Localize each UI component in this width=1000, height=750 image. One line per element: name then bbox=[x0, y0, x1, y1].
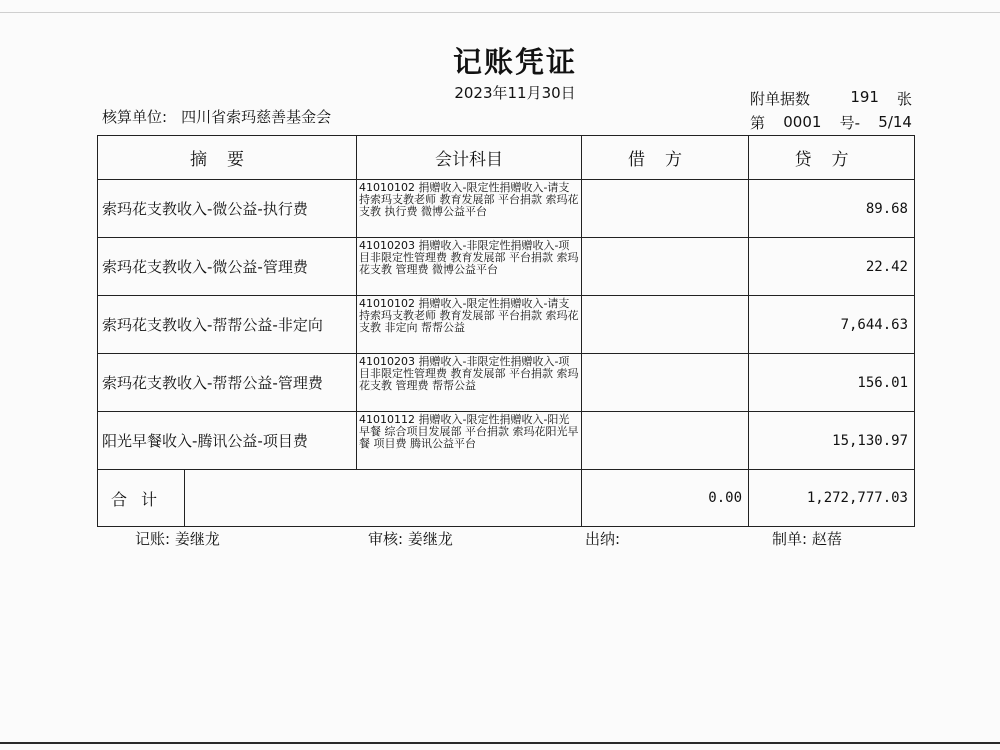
row-summary: 索玛花支教收入-微公益-执行费 bbox=[98, 180, 357, 238]
table-row bbox=[98, 180, 915, 238]
row-credit: 156.01 bbox=[749, 354, 915, 412]
voucher-table bbox=[97, 135, 915, 527]
attachment-count-row bbox=[750, 86, 912, 110]
total-row bbox=[98, 470, 915, 527]
table-row bbox=[98, 354, 915, 412]
row-subject: 41010203 捐赠收入-非限定性捐赠收入-项目非限定性管理费 教育发展部 平台捐款 索玛花支教 管理费 帮帮公益 bbox=[357, 354, 582, 412]
preparer: 制单: 赵蓓 bbox=[772, 530, 842, 548]
row-credit: 22.42 bbox=[749, 238, 915, 296]
row-subject: 41010203 捐赠收入-非限定性捐赠收入-项目非限定性管理费 教育发展部 平台捐款 索玛花支教 管理费 微博公益平台 bbox=[357, 238, 582, 296]
table-header bbox=[98, 136, 915, 180]
row-credit: 89.68 bbox=[749, 180, 915, 238]
total-label-cell bbox=[98, 470, 582, 527]
row-debit bbox=[582, 180, 749, 238]
total-credit: 1,272,777.03 bbox=[749, 470, 915, 527]
row-subject: 41010112 捐赠收入-限定性捐赠收入-阳光早餐 综合项目发展部 平台捐款 索玛花阳光早餐 项目费 腾讯公益平台 bbox=[357, 412, 582, 470]
table-row bbox=[98, 238, 915, 296]
scan-edge-bottom bbox=[0, 742, 1000, 744]
total-label: 合计 bbox=[98, 470, 185, 526]
row-credit: 7,644.63 bbox=[749, 296, 915, 354]
voucher-meta bbox=[750, 86, 912, 134]
row-summary: 索玛花支教收入-帮帮公益-非定向 bbox=[98, 296, 357, 354]
row-summary: 索玛花支教收入-微公益-管理费 bbox=[98, 238, 357, 296]
scan-edge-top bbox=[0, 12, 1000, 13]
voucher-no-suffix: 号- bbox=[839, 113, 861, 132]
voucher-page: 5/14 bbox=[878, 113, 912, 131]
row-debit bbox=[582, 354, 749, 412]
voucher-number-row bbox=[750, 110, 912, 134]
row-summary: 阳光早餐收入-腾讯公益-项目费 bbox=[98, 412, 357, 470]
accounting-unit-value: 四川省索玛慈善基金会 bbox=[181, 108, 332, 126]
header-debit: 借方 bbox=[582, 136, 749, 180]
accounting-unit-label: 核算单位: bbox=[102, 108, 168, 126]
reviewer: 审核: 姜继龙 bbox=[368, 530, 453, 548]
accounting-unit bbox=[102, 106, 331, 127]
cashier: 出纳: bbox=[585, 530, 621, 548]
header-credit: 贷方 bbox=[749, 136, 915, 180]
row-debit bbox=[582, 296, 749, 354]
total-debit: 0.00 bbox=[582, 470, 749, 527]
row-summary: 索玛花支教收入-帮帮公益-管理费 bbox=[98, 354, 357, 412]
attachment-label: 附单据数 bbox=[750, 89, 811, 108]
row-credit: 15,130.97 bbox=[749, 412, 915, 470]
total-blank bbox=[185, 470, 581, 526]
row-subject: 41010102 捐赠收入-限定性捐赠收入-请支持索玛支教老师 教育发展部 平台捐款 索玛花支教 非定向 帮帮公益 bbox=[357, 296, 582, 354]
bookkeeper: 记账: 姜继龙 bbox=[135, 530, 220, 548]
voucher-date: 2023年11月30日 bbox=[454, 84, 576, 102]
table-row bbox=[98, 412, 915, 470]
attachment-count: 191 bbox=[850, 87, 879, 106]
voucher-no-prefix: 第 bbox=[750, 113, 766, 132]
row-debit bbox=[582, 412, 749, 470]
voucher-title: 记账凭证 bbox=[452, 45, 577, 79]
header-summary: 摘要 bbox=[98, 136, 357, 180]
row-debit bbox=[582, 238, 749, 296]
voucher-no-number: 0001 bbox=[783, 113, 822, 131]
header-subject: 会计科目 bbox=[357, 136, 582, 180]
table-row bbox=[98, 296, 915, 354]
row-subject: 41010102 捐赠收入-限定性捐赠收入-请支持索玛支教老师 教育发展部 平台捐款 索玛花支教 执行费 微博公益平台 bbox=[357, 180, 582, 238]
attachment-unit: 张 bbox=[896, 89, 912, 108]
